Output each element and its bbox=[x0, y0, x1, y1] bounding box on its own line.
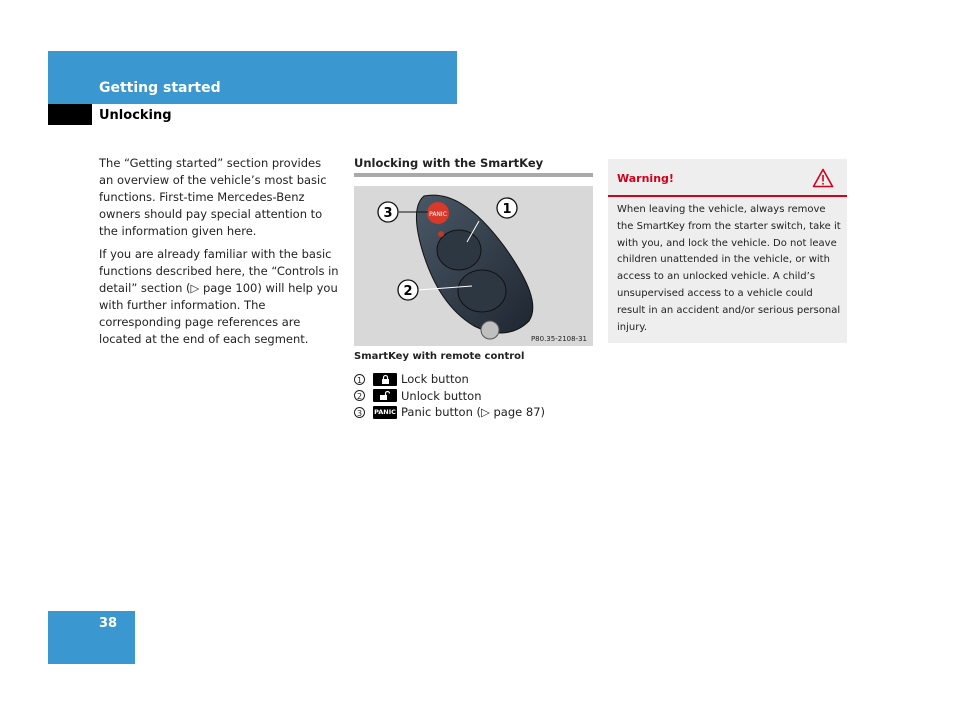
header-bar bbox=[48, 51, 457, 104]
legend-label: Unlock button bbox=[401, 388, 482, 403]
warning-title: Warning! bbox=[617, 172, 674, 185]
warning-box bbox=[608, 159, 847, 343]
callout-2-label: 2 bbox=[403, 284, 413, 299]
figure-code: P80.35-2108-31 bbox=[530, 335, 587, 343]
legend-label: Panic button (▷ page 87) bbox=[401, 405, 545, 419]
figure-caption: SmartKey with remote control bbox=[354, 351, 525, 362]
warning-triangle-icon bbox=[812, 168, 834, 188]
page-number-tab bbox=[48, 611, 135, 664]
intro-text bbox=[99, 155, 339, 354]
panic-icon: PANIC bbox=[373, 406, 397, 419]
heading-rule bbox=[354, 173, 593, 177]
smartkey-illustration bbox=[354, 186, 593, 346]
intro-paragraph-1: The “Getting started” section provides an overview of the vehicle’s most basic functions. First-time Mercedes-Benz owners should pay special attention to the information given here. bbox=[99, 156, 327, 238]
legend-item bbox=[354, 388, 594, 405]
smartkey-figure bbox=[354, 186, 593, 346]
callout-3-label: 3 bbox=[383, 206, 393, 221]
intro-paragraph-2: If you are already familiar with the basic functions described here, the “Controls in detail” section (▷ page 100) will help you with further information. The corresponding page references are located at the end of each segment. bbox=[99, 247, 339, 346]
legend-number: 3 bbox=[354, 407, 365, 418]
subsection-marker bbox=[48, 104, 92, 125]
legend-item bbox=[354, 404, 594, 421]
subsection-title: Unlocking bbox=[99, 108, 172, 123]
panic-button-label: PANIC bbox=[429, 211, 447, 218]
unlock-icon bbox=[373, 389, 397, 402]
warning-header bbox=[608, 159, 847, 197]
smartkey-heading: Unlocking with the SmartKey bbox=[354, 156, 544, 170]
legend-number: 1 bbox=[354, 374, 365, 385]
legend-item bbox=[354, 371, 594, 388]
page-number: 38 bbox=[99, 616, 118, 631]
lock-icon bbox=[373, 373, 397, 386]
callout-1-label: 1 bbox=[502, 202, 512, 217]
button-legend bbox=[354, 371, 594, 421]
section-title: Getting started bbox=[99, 80, 221, 96]
legend-number: 2 bbox=[354, 390, 365, 401]
legend-label: Lock button bbox=[401, 372, 469, 386]
warning-text: When leaving the vehicle, always remove the SmartKey from the starter switch, take it with you, and lock the vehicle. Do not leave children unattended in the vehicle, or with access to an unlocked vehicle. A child’s unsupervised access to a vehicle could result in an accident and/or serious personal injury. bbox=[617, 204, 841, 333]
